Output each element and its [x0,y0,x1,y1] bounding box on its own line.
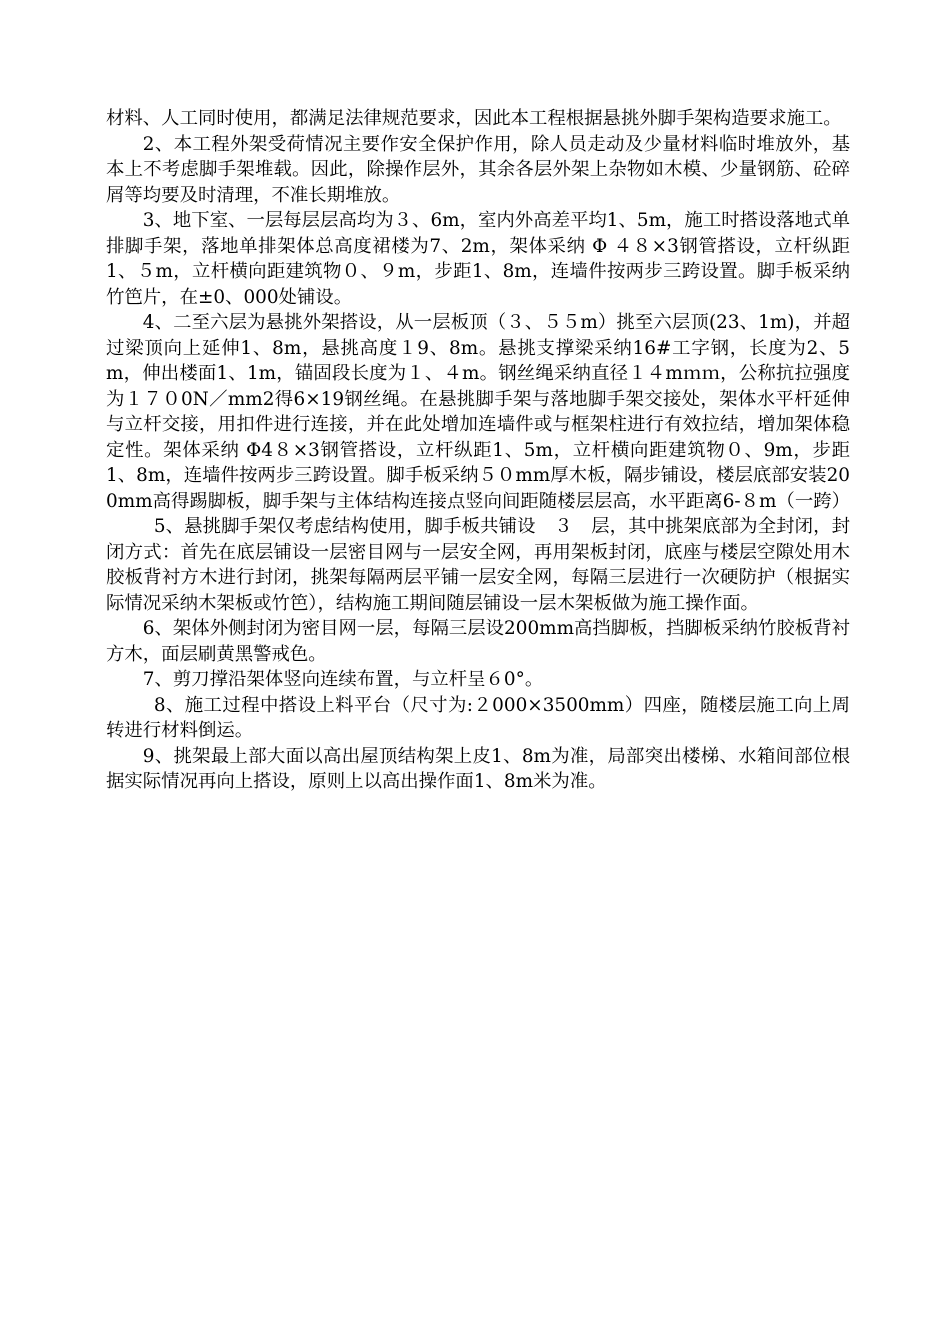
paragraph-item-2: 2、本工程外架受荷情况主要作安全保护作用，除人员走动及少量材料临时堆放外，基本上不考虑脚手架堆载。因此，除操作层外，其余各层外架上杂物如木模、少量钢筋、砼碎屑等均要及时清理，不准长期堆放。 [106,133,850,206]
paragraph-item-7: 7、剪刀撑沿架体竖向连续布置，与立杆呈６0°。 [142,669,544,690]
document-body [106,106,850,795]
paragraph-item-3: 3、地下室、一层每层层高均为３、6m，室内外高差平均1、5m，施工时搭设落地式单排脚手架，落地单排架体总高度裙楼为7、2m，架体采纳 Φ ４８×3钢管搭设，立杆纵距1、５m，立杆横向距建筑物０、９m，步距1、8m，连墙件按两步三跨设置。脚手板采纳竹笆片，在±0、000处铺设。 [106,210,850,308]
paragraph-item-5: 5、悬挑脚手架仅考虑结构使用，脚手板共铺设 ３ 层，其中挑架底部为全封闭，封闭方式：首先在底层铺设一层密目网与一层安全网，再用架板封闭，底座与楼层空隙处用木胶板背衬方木进行封闭，挑架每隔两层平铺一层安全网，每隔三层进行一次硬防护（根据实际情况采纳木架板或竹笆），结构施工期间随层铺设一层木架板做为施工操作面。 [106,516,850,614]
paragraph-continuation: 材料、人工同时使用，都满足法律规范要求，因此本工程根据悬挑外脚手架构造要求施工。 [106,108,842,129]
paragraph-item-6: 6、架体外侧封闭为密目网一层，每隔三层设200mm高挡脚板，挡脚板采纳竹胶板背衬方木，面层刷黄黑警戒色。 [106,618,850,665]
paragraph-item-4: 4、二至六层为悬挑外架搭设，从一层板顶（３、５５m）挑至六层顶(23、1m)，并超过梁顶向上延伸1、8m，悬挑高度１9、8m。悬挑支撑梁采纳16#工字钢，长度为2、5m，伸出楼面1、1m，锚固段长度为１、４m。钢丝绳采纳直径１４mｍｍ，公称抗拉强度为１７０0N／mm2得6×19钢丝绳。在悬挑脚手架与落地脚手架交接处，架体水平杆延伸与立杆交接，用扣件进行连接，并在此处增加连墙件或与框架柱进行有效拉结，增加架体稳定性。架体采纳 Φ4８×3钢管搭设，立杆纵距1、5m，立杆横向距建筑物０、9m，步距1、8m，连墙件按两步三跨设置。脚手板采纳５０mm厚木板，隔步铺设，楼层底部安装200mm高得踢脚板，脚手架与主体结构连接点竖向间距随楼层层高，水平距离6-８m（一跨） [106,312,850,512]
paragraph-item-8: 8、施工过程中搭设上料平台（尺寸为:２000×3500mm）四座，随楼层施工向上周转进行材料倒运。 [106,694,850,741]
paragraph-item-9: 9、挑架最上部大面以高出屋顶结构架上皮1、8m为准，局部突出楼梯、水箱间部位根据实际情况再向上搭设，原则上以高出操作面1、8m米为准。 [106,745,850,792]
